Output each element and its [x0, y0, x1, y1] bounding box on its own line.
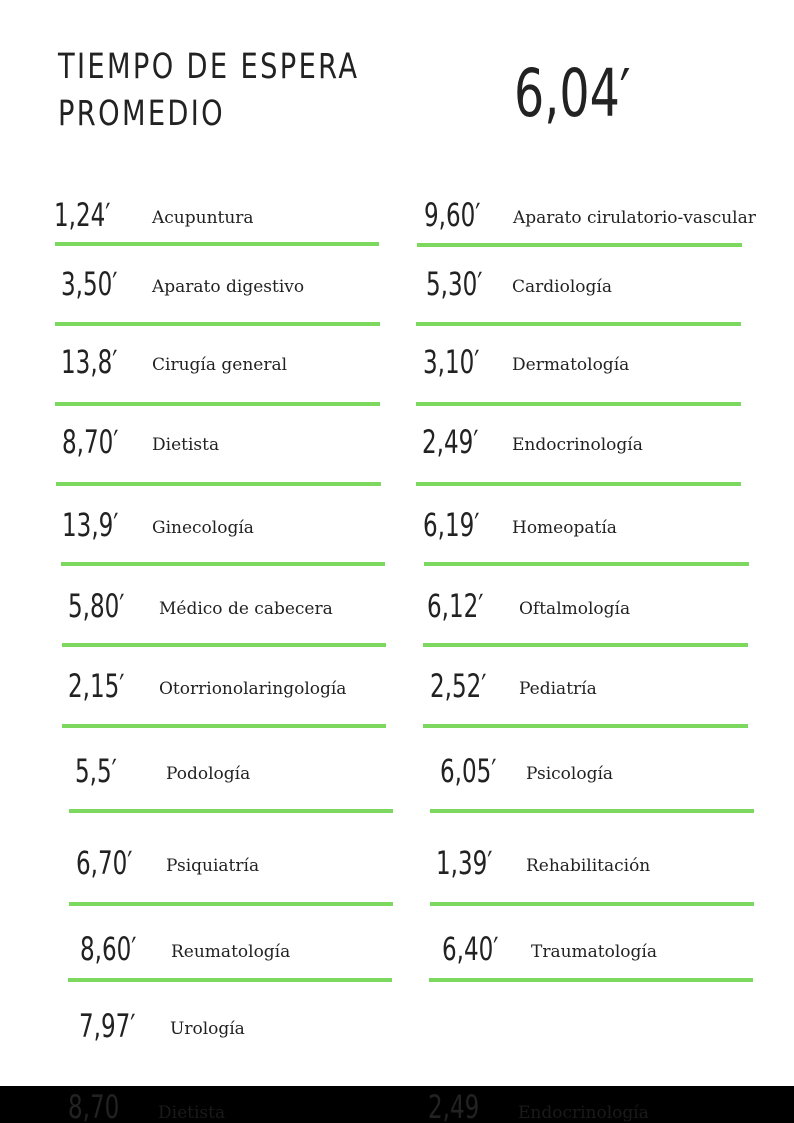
- green-underline: [416, 482, 741, 486]
- wait-time-value: 5,80′: [68, 587, 125, 625]
- wait-time-value: 13,8′: [61, 343, 118, 381]
- green-underline: [430, 809, 754, 813]
- specialty-name: Cardiología: [512, 277, 612, 297]
- specialty-name: Podología: [166, 764, 251, 784]
- title-line-1: TIEMPO DE ESPERA: [58, 47, 360, 87]
- green-underline: [423, 643, 748, 647]
- footer-left-value: 8,70: [68, 1088, 120, 1123]
- wait-time-value: 3,10′: [423, 343, 480, 381]
- green-underline: [55, 322, 380, 326]
- specialty-name: Psiquiatría: [166, 856, 260, 876]
- specialty-name: Oftalmología: [519, 599, 631, 619]
- green-underline: [416, 402, 741, 406]
- wait-time-value: 2,15′: [68, 667, 125, 705]
- green-underline: [62, 643, 386, 647]
- wait-time-value: 7,97′: [79, 1007, 136, 1045]
- wait-time-value: 6,40′: [442, 930, 499, 968]
- specialty-name: Psicología: [526, 764, 614, 784]
- specialty-name: Ginecología: [152, 518, 254, 538]
- specialty-name: Dietista: [152, 435, 220, 455]
- green-underline: [429, 978, 753, 982]
- specialty-name: Dermatología: [512, 355, 630, 375]
- specialty-name: Reumatología: [171, 942, 291, 962]
- title-line-2: PROMEDIO: [58, 94, 226, 134]
- green-underline: [62, 724, 386, 728]
- specialty-name: Cirugía general: [152, 355, 288, 375]
- green-underline: [69, 809, 393, 813]
- wait-time-value: 6,05′: [440, 752, 497, 790]
- page-title: [58, 44, 359, 138]
- specialty-name: Aparato digestivo: [152, 277, 305, 297]
- wait-time-value: 6,12′: [427, 587, 484, 625]
- footer-right-name: Endocrinología: [518, 1103, 649, 1123]
- specialty-name: Pediatría: [519, 679, 597, 699]
- green-underline: [423, 724, 748, 728]
- green-underline: [416, 322, 741, 326]
- specialty-name: Médico de cabecera: [159, 599, 333, 619]
- specialty-name: Rehabilitación: [526, 856, 651, 876]
- wait-time-value: 8,60′: [80, 930, 137, 968]
- footer-right-value: 2,49: [428, 1088, 480, 1123]
- wait-time-value: 6,70′: [76, 844, 133, 882]
- wait-time-value: 3,50′: [61, 265, 118, 303]
- wait-time-value: 9,60′: [424, 196, 481, 234]
- wait-time-value: 6,19′: [423, 506, 480, 544]
- green-underline: [69, 902, 393, 906]
- green-underline: [424, 562, 749, 566]
- wait-time-value: 2,52′: [430, 667, 487, 705]
- specialty-name: Endocrinología: [512, 435, 643, 455]
- specialty-name: Aparato cirulatorio-vascular: [513, 208, 756, 228]
- wait-time-value: 8,70′: [62, 423, 119, 461]
- green-underline: [55, 242, 379, 246]
- average-wait-value: 6,04′: [514, 55, 631, 132]
- green-underline: [55, 402, 380, 406]
- specialty-name: Otorrionolaringología: [159, 679, 347, 699]
- green-underline: [68, 978, 392, 982]
- wait-time-value: 5,5′: [75, 752, 117, 790]
- wait-time-value: 1,39′: [436, 844, 493, 882]
- wait-time-value: 2,49′: [422, 423, 479, 461]
- green-underline: [56, 482, 381, 486]
- specialty-name: Acupuntura: [152, 208, 254, 228]
- specialty-name: Homeopatía: [512, 518, 617, 538]
- footer-left-name: Dietista: [158, 1103, 226, 1123]
- footer-band: [0, 1086, 794, 1123]
- wait-time-value: 5,30′: [426, 265, 483, 303]
- specialty-name: Urología: [170, 1019, 245, 1039]
- specialty-name: Traumatología: [531, 942, 657, 962]
- green-underline: [417, 243, 742, 247]
- wait-time-value: 13,9′: [62, 506, 119, 544]
- green-underline: [61, 562, 385, 566]
- wait-time-value: 1,24′: [54, 196, 111, 234]
- green-underline: [430, 902, 754, 906]
